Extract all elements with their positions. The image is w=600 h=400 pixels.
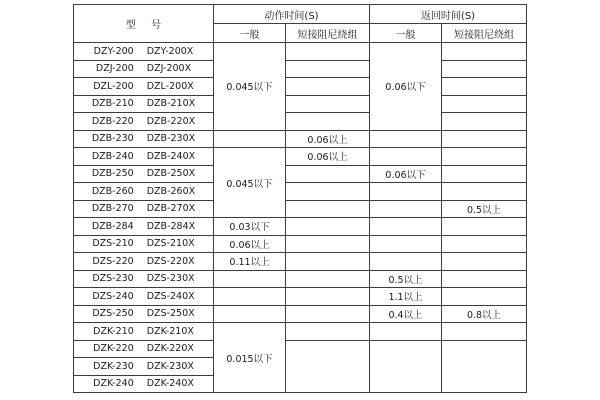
cell-action-general: 0.015以下 [214, 323, 286, 393]
model-name: DZS-210 [92, 238, 134, 250]
model-name-x: DZJ-200X [146, 63, 192, 75]
cell-return-general [370, 148, 442, 166]
model-name: DZK-240 [93, 378, 134, 390]
column-header-model: 型 号 [74, 5, 214, 43]
model-name: DZK-220 [93, 343, 134, 355]
cell-action-damping [286, 323, 370, 341]
table-row [74, 235, 527, 253]
cell-return-general [370, 130, 442, 148]
table-row [74, 270, 527, 288]
cell-return-damping: 0.8以上 [442, 305, 527, 323]
model-name-x: DZS-210X [146, 238, 195, 250]
model-name-x: DZS-250X [146, 308, 195, 320]
cell-action-damping [286, 113, 370, 131]
cell-action-general [214, 305, 286, 323]
cell-model [74, 183, 214, 201]
relay-spec-table-container [73, 4, 527, 393]
model-name: DZJ-200 [95, 63, 134, 75]
cell-model [74, 375, 214, 393]
cell-model [74, 78, 214, 96]
cell-action-damping [286, 288, 370, 306]
model-name: DZB-230 [91, 133, 134, 145]
cell-model [74, 165, 214, 183]
model-name-x: DZK-240X [146, 378, 194, 390]
model-name-x: DZB-220X [146, 115, 196, 127]
table-row [74, 165, 527, 183]
cell-action-general [214, 130, 286, 148]
cell-action-damping [286, 183, 370, 201]
cell-return-general [370, 323, 442, 341]
cell-return-damping [442, 288, 527, 306]
model-name-x: DZK-230X [146, 360, 194, 372]
column-header-action-time: 动作时间(S) [214, 5, 370, 24]
table-row [74, 78, 527, 96]
model-name: DZB-270 [91, 203, 134, 215]
cell-model [74, 148, 214, 166]
cell-action-damping: 0.06以上 [286, 130, 370, 148]
cell-action-damping [286, 60, 370, 78]
cell-return-damping [442, 165, 527, 183]
cell-model [74, 323, 214, 341]
model-name-x: DZB-250X [146, 168, 196, 180]
table-row [74, 323, 527, 341]
model-name-x: DZB-240X [146, 150, 196, 162]
cell-model [74, 218, 214, 236]
cell-return-general [370, 253, 442, 271]
model-name: DZK-230 [93, 360, 134, 372]
cell-action-general: 0.045以下 [214, 148, 286, 218]
cell-model [74, 358, 214, 376]
cell-model [74, 130, 214, 148]
cell-action-general: 0.045以下 [214, 43, 286, 131]
cell-model [74, 235, 214, 253]
table-row [74, 113, 527, 131]
cell-action-damping [286, 340, 370, 393]
cell-return-damping [442, 183, 527, 201]
model-name: DZS-240 [92, 290, 134, 302]
model-name-x: DZB-210X [146, 98, 196, 110]
column-header-return-general: 一般 [370, 24, 442, 43]
model-name: DZB-240 [91, 150, 134, 162]
model-name-x: DZB-230X [146, 133, 196, 145]
cell-action-damping [286, 305, 370, 323]
cell-action-damping [286, 200, 370, 218]
model-name: DZK-210 [93, 325, 134, 337]
table-row [74, 95, 527, 113]
cell-model [74, 340, 214, 358]
model-name-x: DZS-220X [146, 255, 195, 267]
model-name: DZB-284 [91, 220, 134, 232]
header-row-groups [74, 5, 527, 24]
cell-return-damping [442, 60, 527, 78]
cell-action-damping [286, 235, 370, 253]
cell-return-general [370, 200, 442, 218]
model-name-x: DZY-200X [146, 45, 194, 57]
cell-return-damping [442, 148, 527, 166]
table-row [74, 288, 527, 306]
table-row [74, 148, 527, 166]
cell-return-general: 0.4以上 [370, 305, 442, 323]
cell-model [74, 305, 214, 323]
cell-return-damping [442, 113, 527, 131]
cell-return-damping [442, 130, 527, 148]
model-name: DZB-250 [91, 168, 134, 180]
cell-action-damping [286, 270, 370, 288]
cell-action-damping [286, 253, 370, 271]
cell-model [74, 270, 214, 288]
cell-model [74, 43, 214, 61]
model-name: DZS-220 [92, 255, 134, 267]
cell-model [74, 60, 214, 78]
model-name-x: DZB-260X [146, 185, 196, 197]
cell-model [74, 288, 214, 306]
table-row [74, 183, 527, 201]
cell-return-general: 1.1以上 [370, 288, 442, 306]
model-name: DZS-230 [92, 273, 134, 285]
cell-action-general: 0.03以下 [214, 218, 286, 236]
table-row [74, 305, 527, 323]
model-name: DZB-210 [91, 98, 134, 110]
cell-return-general: 0.06以下 [370, 165, 442, 183]
cell-action-damping [286, 218, 370, 236]
model-name: DZB-260 [91, 185, 134, 197]
table-row [74, 200, 527, 218]
cell-return-damping [442, 323, 527, 341]
cell-model [74, 113, 214, 131]
cell-action-damping [286, 78, 370, 96]
cell-return-damping [442, 270, 527, 288]
table-row [74, 60, 527, 78]
cell-return-general [370, 218, 442, 236]
cell-return-damping: 0.5以上 [442, 200, 527, 218]
cell-return-damping [442, 253, 527, 271]
cell-return-damping [442, 95, 527, 113]
cell-return-general: 0.5以上 [370, 270, 442, 288]
column-header-return-damping: 短接阻尼绕组 [442, 24, 527, 43]
column-header-action-general: 一般 [214, 24, 286, 43]
model-name-x: DZS-230X [146, 273, 195, 285]
cell-return-general [370, 340, 442, 393]
cell-return-general: 0.06以下 [370, 43, 442, 131]
table-row [74, 253, 527, 271]
table-header [74, 5, 527, 43]
model-name-x: DZK-210X [146, 325, 194, 337]
model-name-x: DZB-270X [146, 203, 196, 215]
cell-return-damping [442, 78, 527, 96]
cell-return-damping [442, 218, 527, 236]
table-body [74, 43, 527, 393]
cell-action-damping [286, 165, 370, 183]
model-name-x: DZK-220X [146, 343, 194, 355]
table-row [74, 130, 527, 148]
cell-action-general: 0.06以上 [214, 235, 286, 253]
model-name: DZB-220 [91, 115, 134, 127]
cell-return-damping [442, 43, 527, 61]
model-name-x: DZS-240X [146, 290, 195, 302]
model-name: DZY-200 [93, 45, 134, 57]
table-row [74, 340, 527, 358]
column-header-return-time: 返回时间(S) [370, 5, 527, 24]
model-name-x: DZL-200X [146, 80, 194, 92]
model-name-x: DZB-284X [146, 220, 196, 232]
column-header-action-damping: 短接阻尼绕组 [286, 24, 370, 43]
cell-return-damping [442, 340, 527, 393]
cell-action-general: 0.11以上 [214, 253, 286, 271]
cell-model [74, 253, 214, 271]
model-name: DZL-200 [93, 80, 134, 92]
table-row [74, 218, 527, 236]
cell-action-damping [286, 43, 370, 61]
model-name: DZS-250 [92, 308, 134, 320]
cell-action-damping [286, 95, 370, 113]
cell-action-general [214, 270, 286, 288]
cell-return-general [370, 183, 442, 201]
cell-model [74, 200, 214, 218]
cell-action-general [214, 288, 286, 306]
table-row [74, 43, 527, 61]
cell-model [74, 95, 214, 113]
cell-return-general [370, 235, 442, 253]
cell-action-damping: 0.06以上 [286, 148, 370, 166]
cell-return-damping [442, 235, 527, 253]
relay-spec-table [73, 4, 527, 393]
